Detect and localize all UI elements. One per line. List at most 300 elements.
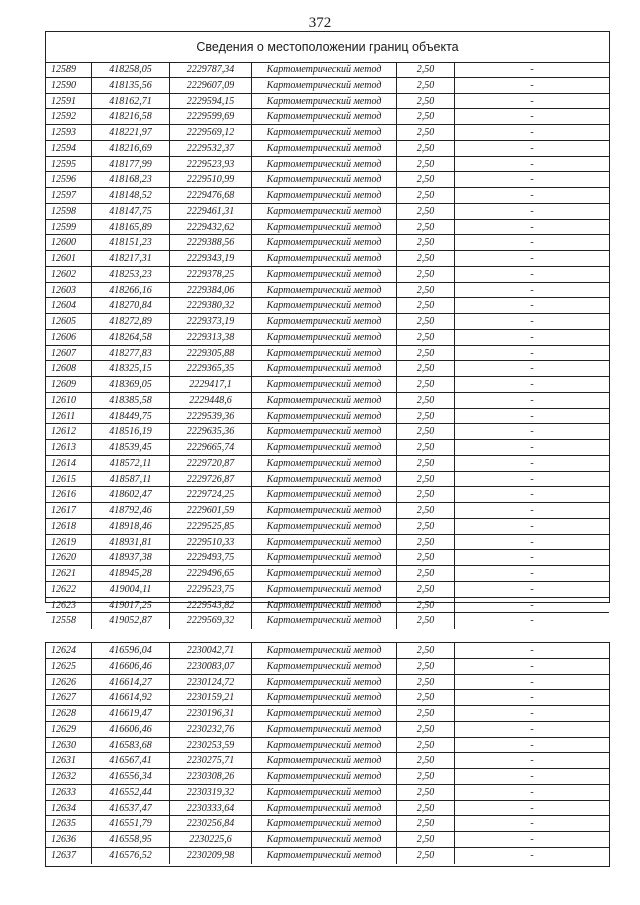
method: Картометрический метод — [252, 235, 397, 250]
table-row — [46, 267, 609, 283]
method: Картометрический метод — [252, 94, 397, 109]
precision: 2,50 — [397, 267, 455, 282]
coordinate-y: 2230225,6 — [170, 832, 252, 847]
description: - — [530, 505, 534, 516]
method: Картометрический метод — [252, 377, 397, 392]
precision: 2,50 — [397, 550, 455, 565]
coordinate-x: 418162,71 — [92, 94, 170, 109]
method: Картометрический метод — [252, 125, 397, 140]
precision: 2,50 — [397, 487, 455, 502]
table-row — [46, 519, 609, 535]
description: - — [530, 442, 534, 453]
method: Картометрический метод — [252, 361, 397, 376]
table-row — [46, 188, 609, 204]
coordinate-y: 2230209,98 — [170, 848, 252, 864]
method: Картометрический метод — [252, 157, 397, 172]
description: - — [530, 158, 534, 170]
description: - — [530, 473, 534, 485]
coordinate-y: 2230083,07 — [170, 659, 252, 674]
precision: 2,50 — [397, 722, 455, 737]
point-number: 12616 — [46, 487, 92, 502]
table-row — [46, 330, 609, 346]
point-number: 12612 — [46, 424, 92, 439]
coordinate-x: 416606,46 — [92, 722, 170, 737]
method: Картометрический метод — [252, 801, 397, 816]
method: Картометрический метод — [252, 722, 397, 737]
coordinate-y: 2229720,87 — [170, 456, 252, 471]
precision: 2,50 — [397, 613, 455, 629]
method: Картометрический метод — [252, 753, 397, 768]
table-row — [46, 738, 609, 754]
description: - — [530, 723, 534, 735]
coordinate-y: 2229532,37 — [170, 141, 252, 156]
coordinate-y: 2229313,38 — [170, 330, 252, 345]
coordinate-x: 418258,05 — [92, 62, 170, 77]
coordinate-y: 2229448,6 — [170, 393, 252, 408]
precision: 2,50 — [397, 832, 455, 847]
coordinate-y: 2229384,06 — [170, 283, 252, 298]
coordinate-y: 2229665,74 — [170, 440, 252, 455]
coordinate-y: 2229373,19 — [170, 314, 252, 329]
point-number: 12610 — [46, 393, 92, 408]
coordinate-x: 416619,47 — [92, 706, 170, 721]
precision: 2,50 — [397, 330, 455, 345]
point-number: 12629 — [46, 722, 92, 737]
coordinate-y: 2229496,65 — [170, 566, 252, 581]
description: - — [530, 755, 534, 767]
precision: 2,50 — [397, 314, 455, 329]
description: - — [530, 127, 534, 138]
coordinate-y: 2229388,56 — [170, 235, 252, 250]
point-number: 12615 — [46, 472, 92, 487]
point-number: 12627 — [46, 690, 92, 705]
method: Картометрический метод — [252, 298, 397, 313]
coordinate-x: 418147,75 — [92, 204, 170, 219]
table-row — [46, 346, 609, 362]
method: Картометрический метод — [252, 393, 397, 408]
point-number: 12614 — [46, 456, 92, 471]
coordinate-x: 418587,11 — [92, 472, 170, 487]
method: Картометрический метод — [252, 188, 397, 203]
method: Картометрический метод — [252, 848, 397, 864]
point-number: 12634 — [46, 801, 92, 816]
table-body-1 — [46, 62, 609, 629]
description: - — [530, 552, 534, 564]
precision: 2,50 — [397, 346, 455, 361]
precision: 2,50 — [397, 251, 455, 266]
coordinate-x: 418937,38 — [92, 550, 170, 565]
coordinate-x: 416551,79 — [92, 816, 170, 831]
method: Картометрический метод — [252, 267, 397, 282]
method: Картометрический метод — [252, 675, 397, 690]
point-number: 12632 — [46, 769, 92, 784]
coordinate-y: 2229343,19 — [170, 251, 252, 266]
description: - — [530, 347, 534, 359]
point-number: 12603 — [46, 283, 92, 298]
coordinate-x: 418931,81 — [92, 535, 170, 550]
point-number: 12602 — [46, 267, 92, 282]
table-row — [46, 440, 609, 456]
point-number: 12558 — [46, 613, 92, 629]
method: Картометрический метод — [252, 424, 397, 439]
point-number: 12601 — [46, 251, 92, 266]
description: - — [530, 394, 534, 406]
description: - — [530, 174, 534, 186]
description: - — [530, 221, 534, 233]
precision: 2,50 — [397, 659, 455, 674]
table-row — [46, 204, 609, 220]
coordinate-x: 416596,04 — [92, 643, 170, 658]
description: - — [530, 536, 534, 548]
point-number: 12631 — [46, 753, 92, 768]
point-number: 12600 — [46, 235, 92, 250]
table-row — [46, 298, 609, 314]
point-number: 12597 — [46, 188, 92, 203]
method: Картометрический метод — [252, 330, 397, 345]
method: Картометрический метод — [252, 62, 397, 77]
precision: 2,50 — [397, 393, 455, 408]
precision: 2,50 — [397, 753, 455, 768]
coordinate-x: 418151,23 — [92, 235, 170, 250]
coordinate-x: 418217,31 — [92, 251, 170, 266]
description: - — [530, 802, 534, 814]
table-row — [46, 643, 609, 659]
coordinate-x: 416583,68 — [92, 738, 170, 753]
description: - — [530, 786, 534, 798]
point-number: 12596 — [46, 172, 92, 187]
coordinates-table-section-1 — [45, 31, 610, 627]
precision: 2,50 — [397, 456, 455, 471]
point-number: 12636 — [46, 832, 92, 847]
method: Картометрический метод — [252, 472, 397, 487]
precision: 2,50 — [397, 503, 455, 518]
point-number: 12594 — [46, 141, 92, 156]
precision: 2,50 — [397, 172, 455, 187]
method: Картометрический метод — [252, 109, 397, 124]
precision: 2,50 — [397, 440, 455, 455]
coordinate-x: 418216,69 — [92, 141, 170, 156]
point-number: 12593 — [46, 125, 92, 140]
table-row — [46, 706, 609, 722]
point-number: 12617 — [46, 503, 92, 518]
coordinate-y: 2229569,32 — [170, 613, 252, 629]
description: - — [530, 834, 534, 845]
method: Картометрический метод — [252, 785, 397, 800]
method: Картометрический метод — [252, 220, 397, 235]
coordinate-y: 2230042,71 — [170, 643, 252, 658]
coordinate-x: 418572,11 — [92, 456, 170, 471]
precision: 2,50 — [397, 566, 455, 581]
point-number: 12599 — [46, 220, 92, 235]
table-row — [46, 78, 609, 94]
coordinate-x: 418272,89 — [92, 314, 170, 329]
coordinate-y: 2229523,93 — [170, 157, 252, 172]
table-row — [46, 566, 609, 582]
coordinate-x: 416614,27 — [92, 675, 170, 690]
method: Картометрический метод — [252, 816, 397, 831]
precision: 2,50 — [397, 801, 455, 816]
method: Картометрический метод — [252, 643, 397, 658]
point-number: 12621 — [46, 566, 92, 581]
table-row — [46, 659, 609, 675]
table-row — [46, 769, 609, 785]
point-number: 12637 — [46, 848, 92, 864]
precision: 2,50 — [397, 582, 455, 597]
table-row — [46, 393, 609, 409]
table-row — [46, 62, 609, 78]
point-number: 12591 — [46, 94, 92, 109]
table-row — [46, 109, 609, 125]
precision: 2,50 — [397, 361, 455, 376]
table-row — [46, 235, 609, 251]
coordinate-x: 416576,52 — [92, 848, 170, 864]
precision: 2,50 — [397, 785, 455, 800]
point-number: 12605 — [46, 314, 92, 329]
coordinate-x: 418135,56 — [92, 78, 170, 93]
description: - — [530, 583, 534, 595]
point-number: 12628 — [46, 706, 92, 721]
method: Картометрический метод — [252, 598, 397, 613]
point-number: 12606 — [46, 330, 92, 345]
coordinate-x: 419017,25 — [92, 598, 170, 613]
point-number: 12620 — [46, 550, 92, 565]
table-row — [46, 816, 609, 832]
table-row — [46, 409, 609, 425]
precision: 2,50 — [397, 690, 455, 705]
coordinate-x: 418369,05 — [92, 377, 170, 392]
coordinate-y: 2229539,36 — [170, 409, 252, 424]
coordinate-y: 2229417,1 — [170, 377, 252, 392]
coordinate-x: 418221,97 — [92, 125, 170, 140]
page-number: 372 — [308, 15, 332, 31]
precision: 2,50 — [397, 598, 455, 613]
coordinate-y: 2230319,32 — [170, 785, 252, 800]
description: - — [530, 284, 534, 296]
description: - — [530, 520, 534, 532]
description: - — [530, 489, 534, 501]
description: - — [530, 615, 534, 627]
coordinate-x: 419052,87 — [92, 613, 170, 629]
coordinate-x: 418168,23 — [92, 172, 170, 187]
point-number: 12604 — [46, 298, 92, 313]
coordinate-x: 419004,11 — [92, 582, 170, 597]
description: - — [530, 568, 534, 579]
coordinate-y: 2229461,31 — [170, 204, 252, 219]
method: Картометрический метод — [252, 706, 397, 721]
point-number: 12611 — [46, 409, 92, 424]
point-number: 12589 — [46, 62, 92, 77]
method: Картометрический метод — [252, 659, 397, 674]
method: Картометрический метод — [252, 566, 397, 581]
coordinates-table-section-2 — [45, 642, 610, 867]
precision: 2,50 — [397, 472, 455, 487]
method: Картометрический метод — [252, 738, 397, 753]
method: Картометрический метод — [252, 582, 397, 597]
coordinate-y: 2229510,33 — [170, 535, 252, 550]
precision: 2,50 — [397, 220, 455, 235]
method: Картометрический метод — [252, 409, 397, 424]
description: - — [530, 363, 534, 375]
table-row — [46, 141, 609, 157]
point-number: 12598 — [46, 204, 92, 219]
coordinate-y: 2229380,32 — [170, 298, 252, 313]
table-row — [46, 157, 609, 173]
method: Картометрический метод — [252, 314, 397, 329]
precision: 2,50 — [397, 769, 455, 784]
coordinate-y: 2229569,12 — [170, 125, 252, 140]
table-row — [46, 582, 609, 598]
coordinate-x: 418264,58 — [92, 330, 170, 345]
table-row — [46, 832, 609, 848]
precision: 2,50 — [397, 675, 455, 690]
coordinate-x: 418449,75 — [92, 409, 170, 424]
method: Картометрический метод — [252, 78, 397, 93]
table-row — [46, 503, 609, 519]
coordinate-x: 416556,34 — [92, 769, 170, 784]
description: - — [530, 676, 534, 688]
table-row — [46, 722, 609, 738]
description: - — [530, 692, 534, 704]
coordinate-x: 416567,41 — [92, 753, 170, 768]
table-row — [46, 361, 609, 377]
precision: 2,50 — [397, 816, 455, 831]
coordinate-x: 416606,46 — [92, 659, 170, 674]
coordinate-y: 2229726,87 — [170, 472, 252, 487]
coordinate-y: 2230333,64 — [170, 801, 252, 816]
method: Картометрический метод — [252, 690, 397, 705]
description: - — [530, 818, 534, 830]
precision: 2,50 — [397, 298, 455, 313]
table-row — [46, 424, 609, 440]
coordinate-x: 418177,99 — [92, 157, 170, 172]
point-number: 12609 — [46, 377, 92, 392]
description: - — [530, 205, 534, 217]
coordinate-x: 418516,19 — [92, 424, 170, 439]
coordinate-y: 2229543,82 — [170, 598, 252, 613]
method: Картометрический метод — [252, 204, 397, 219]
precision: 2,50 — [397, 94, 455, 109]
coordinate-x: 418253,23 — [92, 267, 170, 282]
point-number: 12633 — [46, 785, 92, 800]
point-number: 12590 — [46, 78, 92, 93]
description: - — [530, 142, 534, 154]
coordinate-x: 416552,44 — [92, 785, 170, 800]
coordinate-y: 2229635,36 — [170, 424, 252, 439]
coordinate-y: 2229724,25 — [170, 487, 252, 502]
coordinate-y: 2230308,26 — [170, 769, 252, 784]
coordinate-x: 418792,46 — [92, 503, 170, 518]
table-row — [46, 690, 609, 706]
description: - — [530, 426, 534, 438]
point-number: 12619 — [46, 535, 92, 550]
description: - — [530, 599, 534, 611]
method: Картометрический метод — [252, 519, 397, 534]
description: - — [530, 457, 534, 469]
precision: 2,50 — [397, 109, 455, 124]
description: - — [530, 645, 534, 656]
method: Картометрический метод — [252, 613, 397, 629]
coordinate-x: 416614,92 — [92, 690, 170, 705]
table-row — [46, 487, 609, 503]
coordinate-x: 418270,84 — [92, 298, 170, 313]
coordinate-y: 2229607,09 — [170, 78, 252, 93]
method: Картометрический метод — [252, 141, 397, 156]
table-row — [46, 172, 609, 188]
coordinate-x: 418325,15 — [92, 361, 170, 376]
point-number: 12595 — [46, 157, 92, 172]
precision: 2,50 — [397, 188, 455, 203]
point-number: 12626 — [46, 675, 92, 690]
table-row — [46, 801, 609, 817]
table-row — [46, 377, 609, 393]
description: - — [530, 316, 534, 327]
table-row — [46, 613, 609, 629]
precision: 2,50 — [397, 235, 455, 250]
table-row — [46, 675, 609, 691]
precision: 2,50 — [397, 283, 455, 298]
coordinate-x: 418148,52 — [92, 188, 170, 203]
method: Картометрический метод — [252, 503, 397, 518]
description: - — [530, 739, 534, 751]
description: - — [530, 300, 534, 312]
method: Картометрический метод — [252, 283, 397, 298]
point-number: 12635 — [46, 816, 92, 831]
method: Картометрический метод — [252, 346, 397, 361]
coordinate-y: 2230232,76 — [170, 722, 252, 737]
method: Картометрический метод — [252, 456, 397, 471]
coordinate-y: 2229493,75 — [170, 550, 252, 565]
table-row — [46, 314, 609, 330]
coordinate-y: 2230253,59 — [170, 738, 252, 753]
table-row — [46, 251, 609, 267]
point-number: 12623 — [46, 598, 92, 613]
description: - — [530, 190, 534, 201]
coordinate-y: 2229525,85 — [170, 519, 252, 534]
point-number: 12630 — [46, 738, 92, 753]
precision: 2,50 — [397, 738, 455, 753]
description: - — [530, 253, 534, 264]
coordinate-y: 2230159,21 — [170, 690, 252, 705]
table-row — [46, 550, 609, 566]
point-number: 12608 — [46, 361, 92, 376]
table-row — [46, 535, 609, 551]
precision: 2,50 — [397, 424, 455, 439]
description: - — [530, 64, 534, 75]
precision: 2,50 — [397, 157, 455, 172]
precision: 2,50 — [397, 125, 455, 140]
table-row — [46, 283, 609, 299]
coordinate-x: 416558,95 — [92, 832, 170, 847]
coordinate-y: 2229510,99 — [170, 172, 252, 187]
method: Картометрический метод — [252, 251, 397, 266]
description: - — [530, 660, 534, 672]
coordinate-x: 418602,47 — [92, 487, 170, 502]
description: - — [530, 237, 534, 249]
coordinate-y: 2229523,75 — [170, 582, 252, 597]
precision: 2,50 — [397, 519, 455, 534]
coordinate-y: 2229365,35 — [170, 361, 252, 376]
description: - — [530, 95, 534, 107]
table-row — [46, 94, 609, 110]
table-row — [46, 785, 609, 801]
coordinate-y: 2230275,71 — [170, 753, 252, 768]
method: Картометрический метод — [252, 550, 397, 565]
method: Картометрический метод — [252, 535, 397, 550]
table-title: Сведения о местоположении границ объекта — [46, 32, 609, 63]
point-number: 12624 — [46, 643, 92, 658]
coordinate-x: 418385,58 — [92, 393, 170, 408]
description: - — [530, 331, 534, 343]
